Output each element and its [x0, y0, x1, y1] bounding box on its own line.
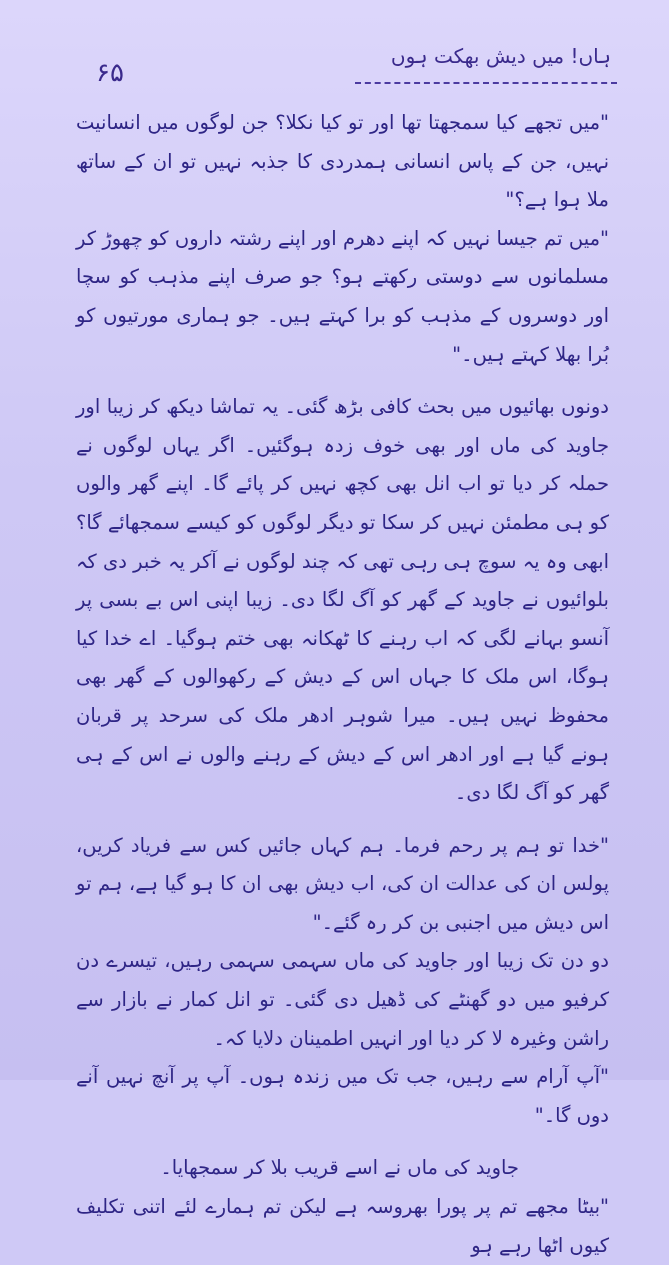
paragraph-6: "آپ آرام سے رہیں، جب تک میں زندہ ہوں۔ آپ پر آنچ نہیں آنے دوں گا۔" [76, 1065, 609, 1127]
page-number: ۶۵ [96, 58, 124, 88]
paragraph-2: "میں تم جیسا نہیں کہ اپنے دھرم اور اپنے رشتہ داروں کو چھوڑ کر مسلمانوں سے دوستی رکھتے ہو؟ جو صرف اپنے مذہب کو سچا اور دوسروں کے مذہب کو برا کہتے ہیں۔ جو ہماری مورتیوں کو بُرا بھلا کہتے ہیں۔" [76, 226, 609, 366]
paragraph-3: دونوں بھائیوں میں بحث کافی بڑھ گئی۔ یہ تماشا دیکھ کر زیبا اور جاوید کی ماں اور بھی خوف زدہ ہوگئیں۔ اگر یہاں لوگوں نے حملہ کر دیا تو اب انل بھی کچھ نہیں کر پائے گا۔ اپنے گھر والوں کو ہی مطمئن نہیں کر سکا تو دیگر لوگوں کو کیسے سمجھائے گا؟ ابھی وہ یہ سوچ ہی رہی تھی کہ چند لوگوں نے آکر یہ خبر دی کہ بلوائیوں نے جاوید کے گھر کو آگ لگا دی۔ زیبا اپنی اس بے بسی پر آنسو بہانے لگی کہ اب رہنے کا ٹھکانہ بھی ختم ہوگیا۔ اے خدا کیا ہوگا، اس ملک کا جہاں اس کے دیش کے رکھوالوں کے گھر بھی محفوظ نہیں ہیں۔ میرا شوہر ادھر ملک کی سرحد پر قربان ہونے گیا ہے اور ادھر اس کے دیش کے رہنے والوں نے اس کے ہی گھر کو آگ لگا دی۔ [76, 395, 609, 805]
paragraph-7: جاوید کی ماں نے اسے قریب بلا کر سمجھایا۔ [160, 1156, 519, 1180]
header-divider [355, 82, 617, 84]
paragraph-5: دو دن تک زیبا اور جاوید کی ماں سہمی سہمی رہیں، تیسرے دن کرفیو میں دو گھنٹے کی ڈھیل دی گئی۔ تو انل کمار نے بازار سے راشن وغیرہ لا کر دیا اور انہیں اطمینان دلایا کہ۔ [76, 949, 609, 1050]
paragraph-1: "میں تجھے کیا سمجھتا تھا اور تو کیا نکلا؟ جن لوگوں میں انسانیت نہیں، جن کے پاس انسانی ہمدردی کا جذبہ نہیں تو ان کے ساتھ ملا ہوا ہے؟" [76, 111, 609, 212]
paragraph-8: "بیٹا مجھے تم پر پورا بھروسہ ہے لیکن تم ہمارے لئے اتنی تکلیف کیوں اٹھا رہے ہو [76, 1195, 609, 1257]
page-body [76, 104, 609, 1265]
paragraph-4: "خدا تو ہم پر رحم فرما۔ ہم کہاں جائیں کس سے فریاد کریں، پولس ان کی عدالت ان کی، اب دیش بھی ان کا ہو گیا ہے، ہم تو اس دیش میں اجنبی بن کر رہ گئے۔" [76, 833, 609, 934]
running-title: ہاں! میں دیش بھکت ہوں [390, 44, 611, 68]
